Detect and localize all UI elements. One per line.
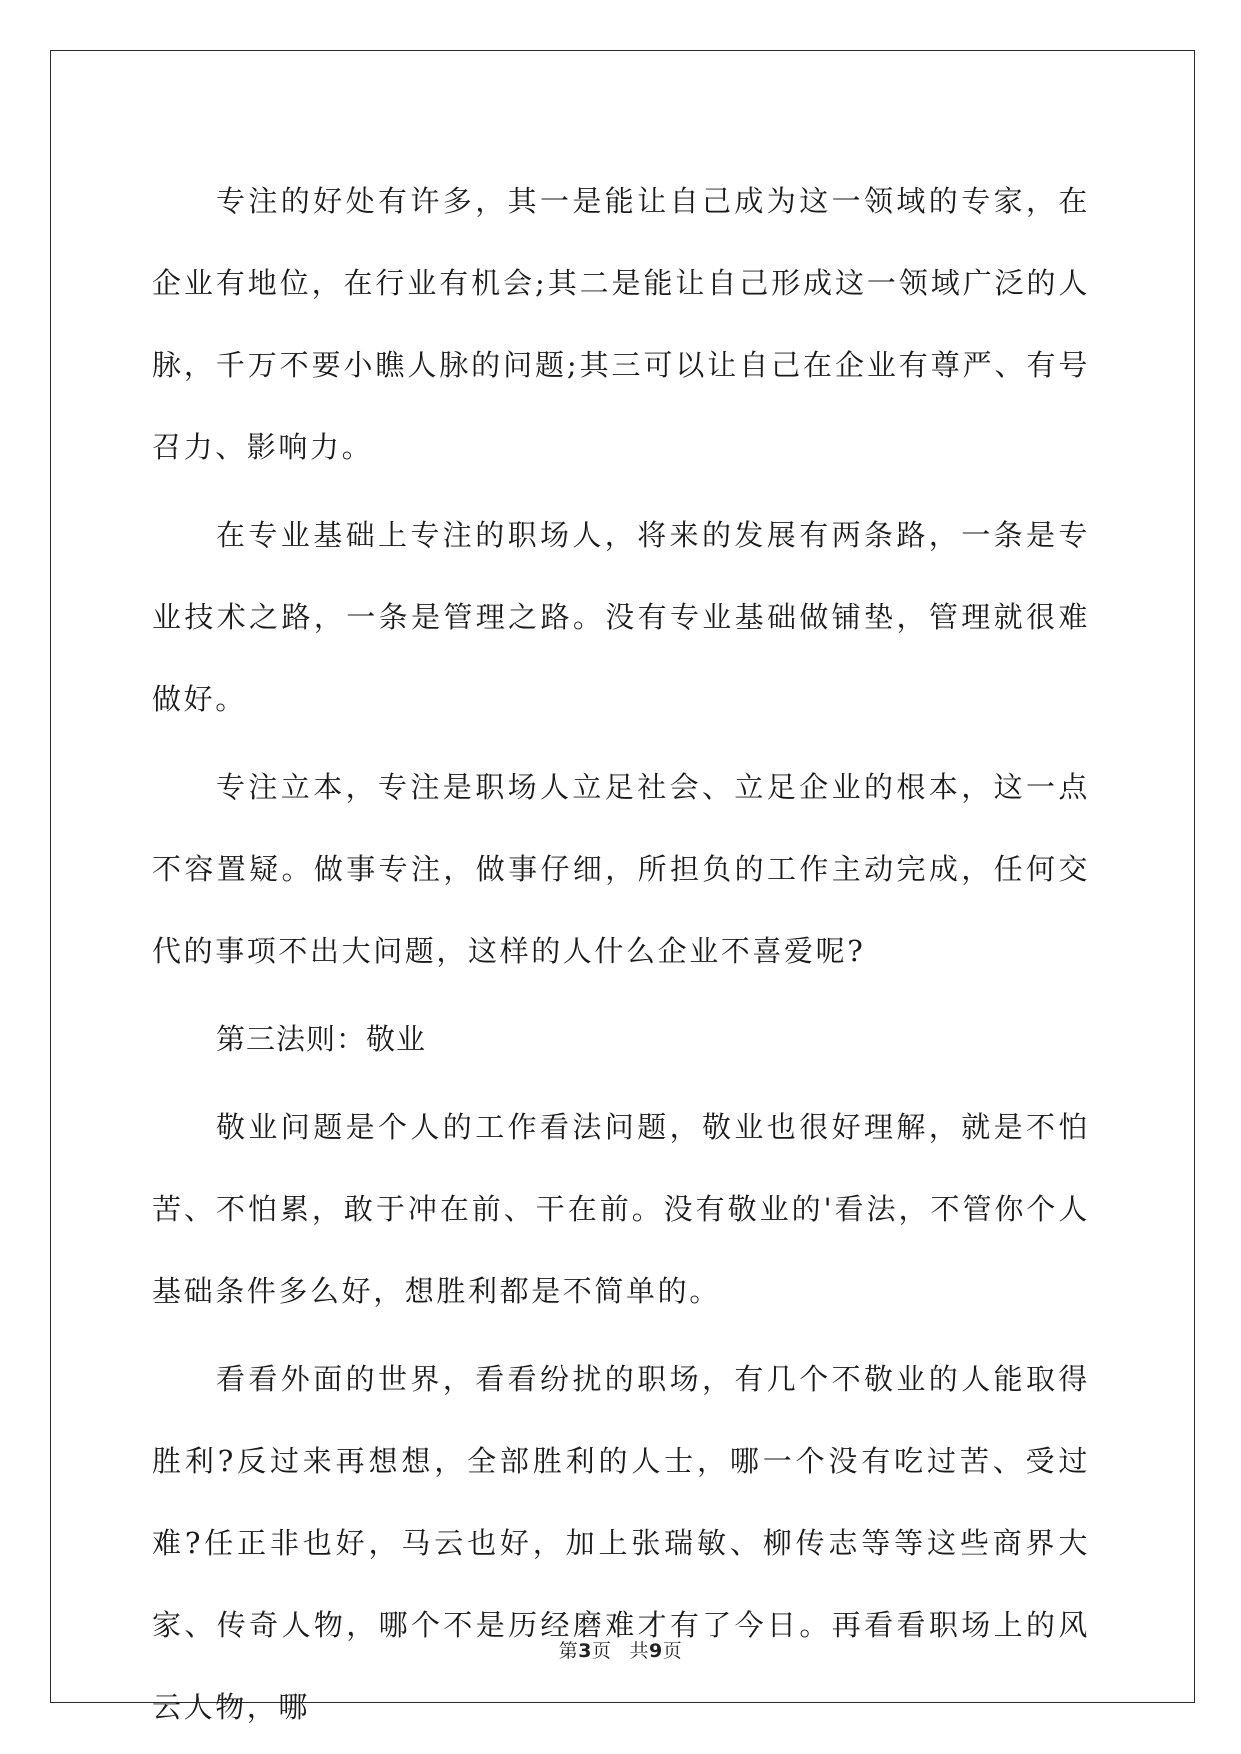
footer-total-unit: 页 bbox=[662, 1640, 683, 1662]
section-heading-third-rule: 第三法则：敬业 bbox=[216, 1022, 427, 1056]
paragraph-focus-foundation: 专注立本，专注是职场人立足社会、立足企业的根本，这一点不容置疑。做事专注，做事仔细，所担负的工作主动完成，任何交代的事项不出大问题，这样的人什么企业不喜爱呢? bbox=[152, 770, 1090, 968]
footer-page-prefix: 第 bbox=[558, 1640, 579, 1662]
footer-page-unit: 页 bbox=[591, 1640, 612, 1662]
paragraph-dedication: 敬业问题是个人的工作看法问题，敬业也很好理解，就是不怕苦、不怕累，敢于冲在前、干在前。没有敬业的'看法，不管你个人基础条件多么好，想胜利都是不简单的。 bbox=[152, 1110, 1090, 1308]
document-body bbox=[152, 160, 1090, 1754]
footer-page-total: 9 bbox=[649, 1640, 663, 1662]
footer-total-prefix: 共 bbox=[629, 1640, 650, 1662]
paragraph-focus-benefits: 专注的好处有许多，其一是能让自己成为这一领域的专家，在企业有地位，在行业有机会;其二是能让自己形成这一领域广泛的人脉，千万不要小瞧人脉的问题;其三可以让自己在企业有尊严、有号召力、影响力。 bbox=[152, 184, 1090, 464]
paragraph-successful-people: 看看外面的世界，看看纷扰的职场，有几个不敬业的人能取得胜利?反过来再想想，全部胜利的人士，哪一个没有吃过苦、受过难?任正非也好，马云也好，加上张瑞敏、柳传志等等这些商界大家、传奇人物，哪个不是历经磨难才有了今日。再看看职场上的风云人物，哪 bbox=[152, 1362, 1090, 1724]
footer-page-current: 3 bbox=[578, 1640, 592, 1662]
page-footer bbox=[0, 1636, 1241, 1663]
paragraph-career-paths: 在专业基础上专注的职场人，将来的发展有两条路，一条是专业技术之路，一条是管理之路。没有专业基础做铺垫，管理就很难做好。 bbox=[152, 518, 1090, 716]
